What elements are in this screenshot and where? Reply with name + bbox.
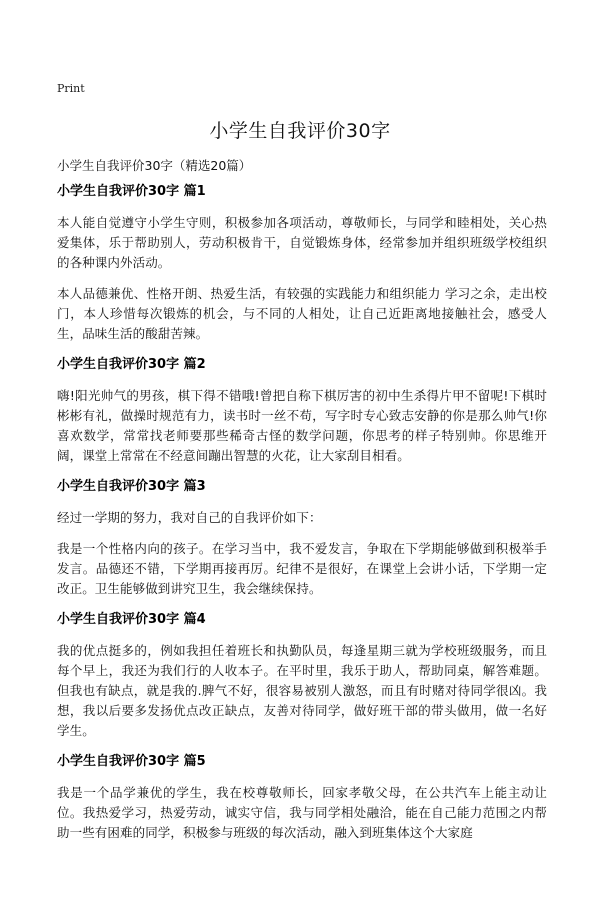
section-heading: 小学生自我评价30字 篇4: [57, 612, 206, 627]
section-5: [57, 752, 547, 843]
section-heading: 小学生自我评价30字 篇5: [57, 754, 206, 769]
section-heading: 小学生自我评价30字 篇3: [57, 479, 206, 494]
paragraph: 我是一个性格内向的孩子。在学习当中，我不爱发言，争取在下学期能够做到积极举手发言。品德还不错，下学期再接再厉。纪律不是很好，在课堂上会讲小话，下学期一定改正。卫生能够做到讲究卫生，我会继续保持。: [57, 541, 547, 596]
section-heading: 小学生自我评价30字 篇2: [57, 357, 206, 372]
paragraph: 经过一学期的努力，我对自己的自我评价如下：: [57, 510, 322, 525]
section-1: [57, 182, 547, 344]
print-label: Print: [57, 82, 85, 95]
section-3: [57, 477, 547, 599]
section-4: [57, 610, 547, 741]
paragraph: 本人能自觉遵守小学生守则，积极参加各项活动，尊敬师长，与同学和睦相处，关心热爱集体，乐于帮助别人，劳动积极肯干，自觉锻炼身体，经常参加并组织班级学校组织的各种课内外活动。: [57, 215, 547, 270]
article-body: [57, 182, 547, 854]
paragraph: 我是一个品学兼优的学生，我在校尊敬师长，回家孝敬父母，在公共汽车上能主动让位。我热爱学习，热爱劳动，诚实守信，我与同学相处融洽，能在自己能力范围之内帮助一些有困难的同学，积极参与班级的每次活动，融入到班集体这个大家庭: [57, 785, 547, 840]
paragraph: 嗨!阳光帅气的男孩，棋下得不错哦!曾把自称下棋厉害的初中生杀得片甲不留呢!下棋时彬彬有礼，做操时规范有力，读书时一丝不苟，写字时专心致志安静的你是那么帅气!你喜欢数学，常常找老师要那些稀奇古怪的数学问题，你思考的样子特别帅。你思维开阔，课堂上常常在不经意间蹦出智慧的火花，让大家刮目相看。: [57, 388, 547, 463]
document-subtitle: 小学生自我评价30字（精选20篇）: [57, 158, 252, 173]
page-title: 小学生自我评价30字: [209, 120, 391, 142]
section-heading: 小学生自我评价30字 篇1: [57, 184, 206, 199]
section-2: [57, 355, 547, 466]
paragraph: 我的优点挺多的，例如我担任着班长和执勤队员，每逢星期三就为学校班级服务，而且每个早上，我还为我们行的人收本子。在平时里，我乐于助人，帮助同桌，解答难题。但我也有缺点，就是我的.脾气不好，很容易被别人激怒，而且有时赌对待同学很凶。我想，我以后要多发扬优点改正缺点，友善对待同学，做好班干部的带头做用，做一名好学生。: [57, 643, 547, 738]
paragraph: 本人品德兼优、性格开朗、热爱生活，有较强的实践能力和组织能力 学习之余，走出校门，本人珍惜每次锻炼的机会，与不同的人相处，让自己近距离地接触社会，感受人生，品味生活的酸甜苦辣。: [57, 286, 547, 341]
